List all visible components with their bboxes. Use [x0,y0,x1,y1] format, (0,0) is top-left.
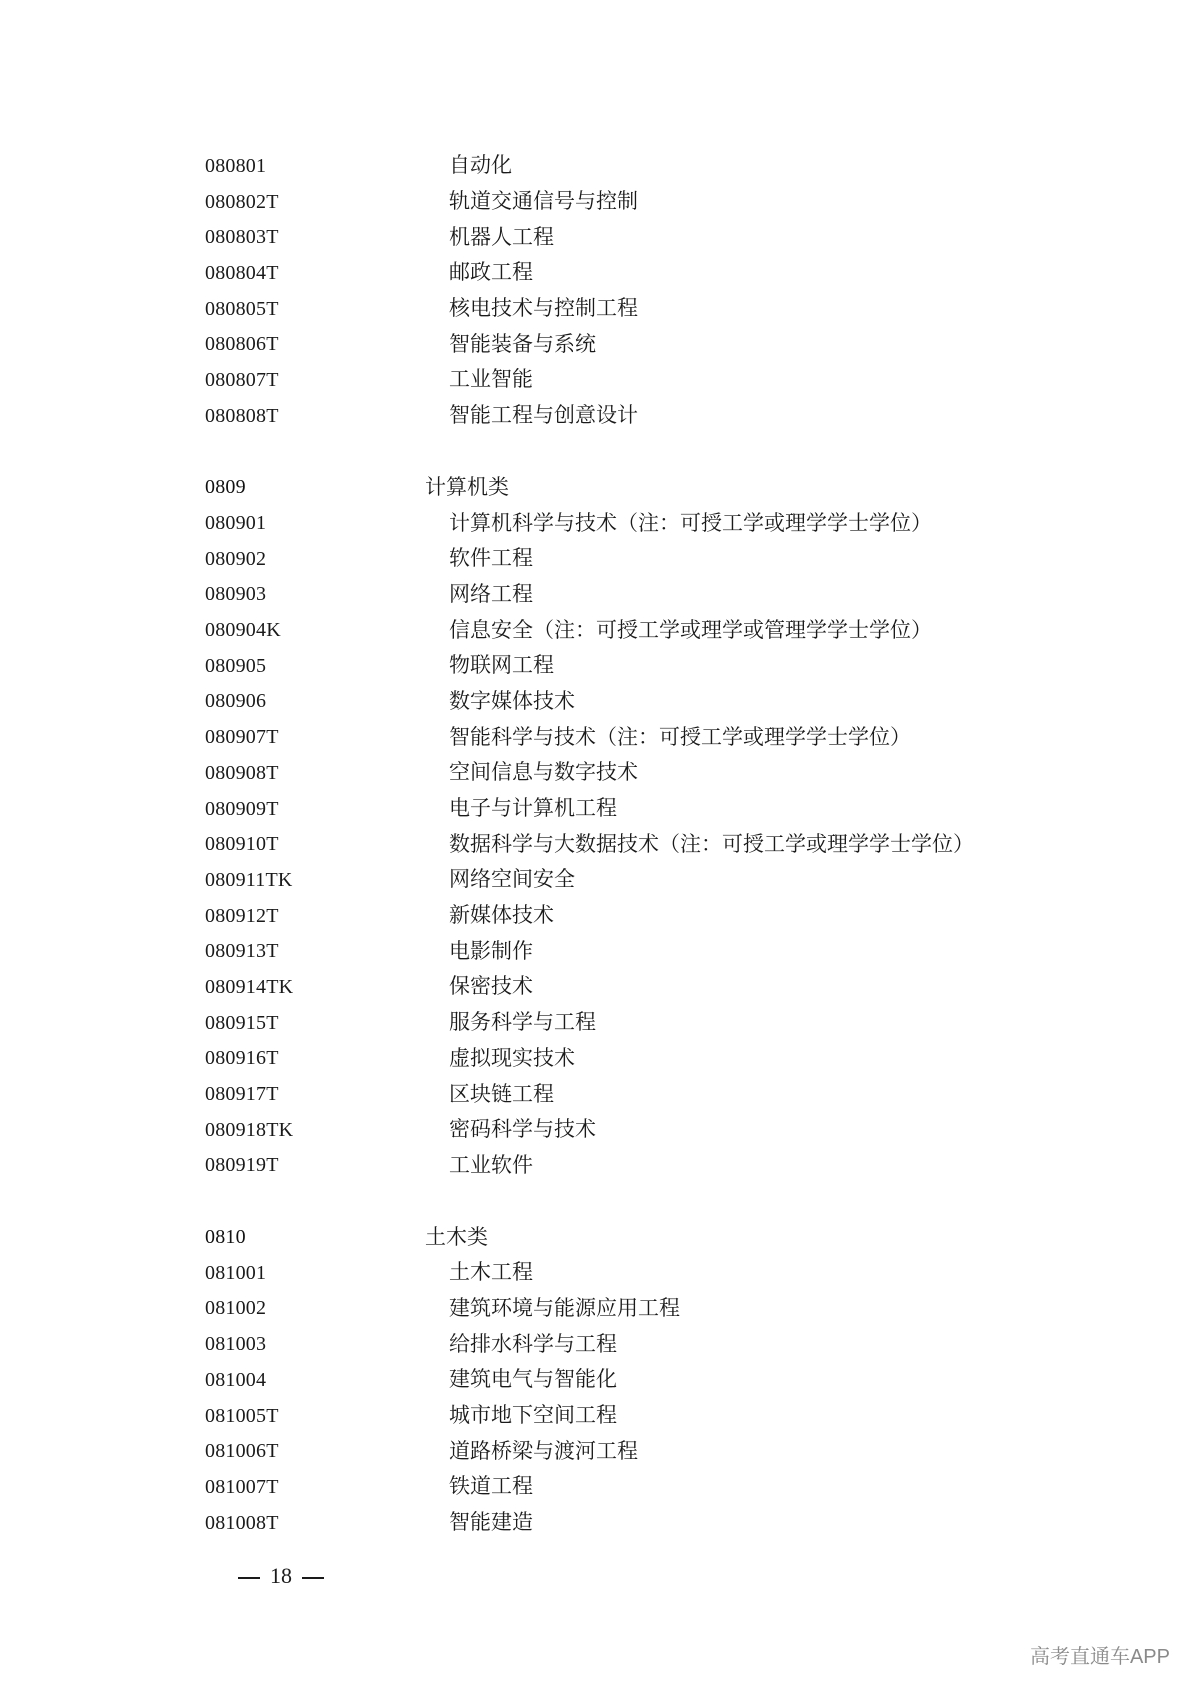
major-name: 电影制作 [449,938,533,963]
major-name: 智能装备与系统 [449,331,596,356]
major-name: 智能建造 [449,1510,533,1535]
major-name: 服务科学与工程 [449,1010,596,1035]
major-name: 数据科学与大数据技术（注：可授工学或理学学士学位） [449,831,974,856]
major-row [205,1255,1025,1291]
footer-dash-right [302,1577,324,1579]
major-code: 080918TK [205,1118,294,1141]
page-footer [228,1563,334,1589]
major-name: 计算机科学与技术（注：可授工学或理学学士学位） [449,510,932,535]
major-name: 自动化 [449,153,512,178]
major-code: 080910T [205,833,279,856]
major-name: 机器人工程 [449,224,554,249]
major-name: 软件工程 [449,546,533,571]
major-name: 保密技术 [449,974,533,999]
major-name: 轨道交通信号与控制 [449,189,638,214]
major-row [205,1041,1025,1077]
major-code: 081007T [205,1475,279,1498]
major-code: 080801 [205,154,267,177]
major-code: 080901 [205,512,267,535]
major-row [205,826,1025,862]
major-row [205,1398,1025,1434]
major-code: 080805T [205,297,279,320]
major-code: 080916T [205,1047,279,1070]
major-name: 密码科学与技术 [449,1117,596,1142]
major-list [205,148,1025,1576]
major-name: 建筑环境与能源应用工程 [449,1295,680,1320]
major-row [205,505,1025,541]
major-section [205,470,1025,1184]
major-row [205,326,1025,362]
major-name: 信息安全（注：可授工学或理学或管理学学士学位） [449,617,932,642]
major-code: 080803T [205,226,279,249]
major-row [205,755,1025,791]
major-code: 081001 [205,1261,267,1284]
major-code: 080919T [205,1154,279,1177]
major-section [205,1219,1025,1540]
app-watermark: 高考直通车APP [1029,1646,1170,1668]
major-row [205,541,1025,577]
major-row [205,1469,1025,1505]
page-number: 18 [270,1563,292,1588]
major-code: 080908T [205,761,279,784]
category-row [205,470,1025,506]
major-code: 080909T [205,797,279,820]
major-name: 物联网工程 [449,653,554,678]
major-name: 工业软件 [449,1152,533,1177]
major-row [205,684,1025,720]
major-name: 网络空间安全 [449,867,575,892]
major-row [205,1148,1025,1184]
major-name: 核电技术与控制工程 [449,296,638,321]
category-row [205,1219,1025,1255]
major-code: 080808T [205,404,279,427]
major-code: 080911TK [205,868,293,891]
major-name: 邮政工程 [449,260,533,285]
major-name: 工业智能 [449,367,533,392]
major-row [205,862,1025,898]
major-code: 080915T [205,1011,279,1034]
major-code: 080913T [205,940,279,963]
major-row [205,148,1025,184]
major-row [205,898,1025,934]
major-row [205,184,1025,220]
major-code: 080902 [205,547,267,570]
major-code: 081006T [205,1440,279,1463]
major-code: 080807T [205,368,279,391]
major-row [205,398,1025,434]
major-code: 081002 [205,1297,267,1320]
major-name: 空间信息与数字技术 [449,760,638,785]
major-code: 081004 [205,1368,267,1391]
major-code: 080914TK [205,975,294,998]
major-code: 080804T [205,261,279,284]
major-name: 数字媒体技术 [449,688,575,713]
major-code: 080906 [205,690,267,713]
major-code: 080903 [205,583,267,606]
major-row [205,1112,1025,1148]
major-code: 080912T [205,904,279,927]
major-row [205,933,1025,969]
footer-dash-left [238,1577,260,1579]
major-name: 道路桥梁与渡河工程 [449,1438,638,1463]
category-code: 0809 [205,476,246,499]
major-row [205,648,1025,684]
major-name: 智能工程与创意设计 [449,403,638,428]
major-name: 土木工程 [449,1260,533,1285]
major-name: 区块链工程 [449,1081,554,1106]
major-name: 铁道工程 [449,1474,533,1499]
major-code: 080905 [205,654,267,677]
major-row [205,1362,1025,1398]
major-name: 电子与计算机工程 [449,796,617,821]
major-row [205,1005,1025,1041]
major-row [205,791,1025,827]
major-row [205,612,1025,648]
major-name: 网络工程 [449,581,533,606]
category-name: 计算机类 [425,474,509,499]
major-name: 建筑电气与智能化 [449,1367,617,1392]
major-row [205,219,1025,255]
major-code: 081005T [205,1404,279,1427]
major-row [205,1505,1025,1541]
major-code: 080917T [205,1083,279,1106]
major-row [205,1433,1025,1469]
major-code: 081008T [205,1511,279,1534]
major-name: 给排水科学与工程 [449,1331,617,1356]
major-row [205,362,1025,398]
major-name: 虚拟现实技术 [449,1045,575,1070]
major-name: 智能科学与技术（注：可授工学或理学学士学位） [449,724,911,749]
major-name: 城市地下空间工程 [449,1403,617,1428]
major-row [205,1326,1025,1362]
major-name: 新媒体技术 [449,903,554,928]
major-code: 081003 [205,1333,267,1356]
major-row [205,719,1025,755]
major-row [205,1291,1025,1327]
major-row [205,291,1025,327]
major-code: 080907T [205,726,279,749]
major-row [205,969,1025,1005]
major-code: 080904K [205,619,281,642]
major-section [205,148,1025,434]
major-code: 080806T [205,333,279,356]
major-row [205,1076,1025,1112]
category-name: 土木类 [425,1224,488,1249]
major-row [205,577,1025,613]
major-code: 080802T [205,190,279,213]
category-code: 0810 [205,1226,246,1249]
major-row [205,255,1025,291]
